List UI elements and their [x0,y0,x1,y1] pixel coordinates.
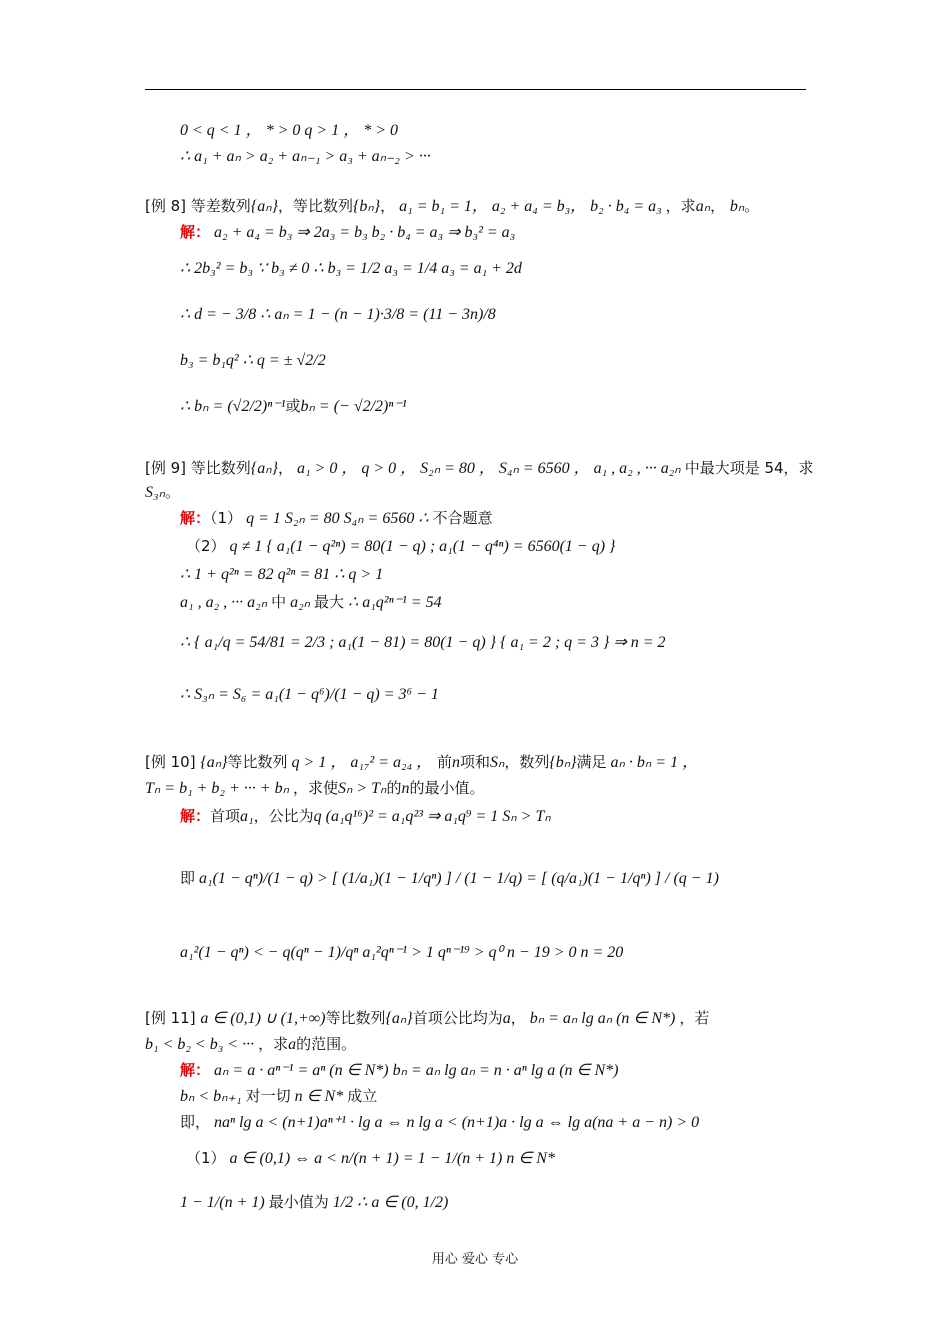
line-segment: naⁿ lg a < (n+1)aⁿ⁺¹ · lg a ⇔ n lg a < (n+1)a · lg a ⇔ lg a(na + a − n) > 0 [210,1114,700,1131]
line-segment: {aₙ} [200,754,228,771]
line-segment: ，求使 [292,779,338,797]
text-line [180,304,496,325]
line-segment: a₁ , a₂ , ··· a₂ₙ [180,594,272,611]
line-segment: 成立 [347,1087,378,1105]
line-segment: bₙ [729,198,745,215]
text-line [180,508,493,529]
line-segment: a₁ = b₁ = 1， a₂ + a₄ = b₃， b₂ · b₄ = a₃ [395,198,666,215]
text-line [180,1086,377,1107]
line-segment: 对一切 [245,1087,291,1105]
line-segment: Sₙ > Tₙ [337,780,387,797]
line-segment: ，公比为 [253,807,314,825]
line-segment: 的 [386,779,402,797]
page-footer: 用心 爱心 专心 [431,1252,519,1267]
line-segment: ，数列 [504,753,550,771]
line-segment: aₙ = a · aⁿ⁻¹ = aⁿ (n ∈ N*) bₙ = aₙ lg aₙ = n · aⁿ lg a (n ∈ N*) [210,1062,619,1079]
line-segment: 等比数列 [325,1009,386,1027]
line-segment: {aₙ} [250,198,278,215]
line-segment: q > 1 ， a₁₇² = a₂₄ ， [287,754,433,771]
line-segment: ∴ S₃ₙ = S₆ = a₁(1 − q⁶)/(1 − q) = 3⁶ − 1 [180,686,439,703]
line-segment: q = 1 S₂ₙ = 80 S₄ₙ = 6560 ∴ [242,510,433,527]
line-segment: 前 [432,753,452,771]
line-segment: ∴ d = − 3/8 ∴ aₙ = 1 − (n − 1)·3/8 = (11 − 3n)/8 [180,306,496,323]
line-segment: 。 [164,483,180,501]
text-line [180,1192,448,1213]
line-segment: 不合题意 [432,509,493,527]
text-line [180,942,623,963]
line-segment: ， [277,459,293,477]
text-line [145,1034,356,1055]
text-line [180,592,442,613]
text-line [145,752,698,773]
line-segment: 首项 [210,807,241,825]
solution-label: 解： [180,223,211,241]
line-segment: 1 − 1/(n + 1) [180,1194,269,1211]
text-line [145,1008,709,1029]
text-line [145,458,814,479]
line-segment: a₁(1 − qⁿ)/(1 − q) > [ (1/a₁)(1 − 1/qⁿ) ] / (1 − 1/q) = [ (q/a₁)(1 − 1/qⁿ) ] / (q − 1) [195,870,719,887]
line-segment: 的最小值。 [409,779,485,797]
line-segment: ，若 [679,1009,710,1027]
line-segment: Tₙ = b₁ + b₂ + ··· + bₙ [145,780,293,797]
line-segment: a ∈ (0,1) ∪ (1,+∞) [200,1010,326,1027]
line-segment: bₙ = (− √2/2)ⁿ⁻¹ [300,398,407,415]
line-segment: a₁ > 0 ， q > 0 ， S₂ₙ = 80 ， S₄ₙ = 6560 ， a₁ , a₂ , ··· a₂ₙ [292,460,685,477]
text-line [186,536,615,557]
line-segment: bₙ = aₙ lg aₙ (n ∈ N*) [525,1010,680,1027]
line-segment: {bₙ} [549,754,577,771]
line-segment: b₁ < b₂ < b₃ < ··· [145,1036,259,1053]
line-segment: 等比数列 [227,753,288,771]
text-line [180,258,522,279]
line-segment: ∴ 2b₃² = b₃ ∵ b₃ ≠ 0 ∴ b₃ = 1/2 a₃ = 1/4 a₃ = a₁ + 2d [180,260,522,277]
line-segment: q (a₁q¹⁶)² = a₁q²³ ⇒ a₁q⁹ = 1 Sₙ > Tₙ [313,808,551,825]
line-segment: 或 [285,397,301,415]
line-segment: {bₙ} [352,198,381,215]
text-line [180,146,431,167]
line-segment: ∴ a₁ + aₙ > a₂ + aₙ₋₁ > a₃ + aₙ₋₂ > ··· [180,148,431,165]
line-segment: q ≠ 1 { a₁(1 − q²ⁿ) = 80(1 − q) ; a₁(1 − q⁴ⁿ) = 6560(1 − q) } [225,538,616,555]
text-line [180,120,398,141]
line-segment: aₙ · bₙ = 1 ， [606,754,699,771]
line-segment: （2） [186,537,226,555]
line-segment: ，等比数列 [277,197,353,215]
line-segment: {aₙ} [385,1010,413,1027]
line-segment: ∴ a₁q²ⁿ⁻¹ = 54 [344,594,442,611]
line-segment: aₙ [695,198,711,215]
line-segment: ， [710,197,730,215]
line-segment: a ∈ (0,1) ⇔ a < n/(n + 1) = 1 − 1/(n + 1) n ∈ N* [225,1150,555,1167]
text-line [180,564,383,585]
line-segment: 0 < q < 1 ， * > 0 q > 1 ， * > 0 [180,122,398,139]
line-segment: 1/2 ∴ a ∈ (0, 1/2) [328,1194,449,1211]
line-segment: 最大 [314,593,345,611]
text-line [145,196,759,217]
line-segment: 中 [271,593,287,611]
line-segment: 即， [180,1113,211,1131]
line-segment: Sₙ [489,754,505,771]
line-segment: （1） [186,1149,226,1167]
solution-label: 解： [180,509,211,527]
line-segment: a [288,1036,297,1053]
line-segment: 首项公比均为 [412,1009,503,1027]
line-segment: [例 8] 等差数列 [145,197,251,215]
line-segment: n ∈ N* [290,1088,348,1105]
text-line [145,778,484,799]
line-segment: ， [510,1009,526,1027]
line-segment: [例 9] 等比数列 [145,459,251,477]
text-line [180,222,515,243]
line-segment: ，求 [665,197,696,215]
line-segment: a₂ + a₄ = b₃ ⇒ 2a₃ = b₃ b₂ · b₄ = a₃ ⇒ b₃² = a₃ [210,224,516,241]
line-segment: 的范围。 [296,1035,357,1053]
text-line [180,350,326,371]
line-segment: 。 [744,197,760,215]
text-line [180,396,407,417]
line-segment: 项和 [459,753,490,771]
line-segment: a [502,1010,511,1027]
text-line [180,1112,699,1133]
text-line [180,868,719,889]
line-segment: ∴ { a₁/q = 54/81 = 2/3 ; a₁(1 − 81) = 80(1 − q) } { a₁ = 2 ; q = 3 } ⇒ n = 2 [180,634,666,651]
header-rule [145,89,806,90]
solution-label: 解： [180,1061,211,1079]
text-line [180,1060,618,1081]
line-segment: a₂ₙ [286,594,315,611]
line-segment: a₁ [240,808,254,825]
line-segment: ∴ bₙ = (√2/2)ⁿ⁻¹ [180,398,286,415]
line-segment: n [451,754,460,771]
line-segment: 满足 [576,753,607,771]
line-segment: 中最大项是 54，求 [684,459,814,477]
line-segment: ，求 [258,1035,289,1053]
text-line [186,1148,555,1169]
line-segment: S₃ₙ [145,484,165,501]
line-segment: [例 10] [145,753,201,771]
line-segment: 即 [180,869,196,887]
line-segment: a₁²(1 − qⁿ) < − q(qⁿ − 1)/qⁿ a₁²qⁿ⁻¹ > 1 qⁿ⁻¹⁹ > q⁰ n − 19 > 0 n = 20 [180,944,624,961]
line-segment: （1） [210,509,243,527]
line-segment: [例 11] [145,1009,201,1027]
line-segment: ∴ 1 + q²ⁿ = 82 q²ⁿ = 81 ∴ q > 1 [180,566,384,583]
line-segment: bₙ < bₙ₊₁ [180,1088,246,1105]
text-line [180,806,551,827]
text-line [180,632,666,653]
line-segment: 最小值为 [268,1193,329,1211]
line-segment: {aₙ} [250,460,278,477]
line-segment: b₃ = b₁q² ∴ q = ± √2/2 [180,352,326,369]
text-line [145,482,180,503]
solution-label: 解： [180,807,211,825]
line-segment: ， [380,197,396,215]
line-segment: n [401,780,410,797]
text-line [180,684,439,705]
